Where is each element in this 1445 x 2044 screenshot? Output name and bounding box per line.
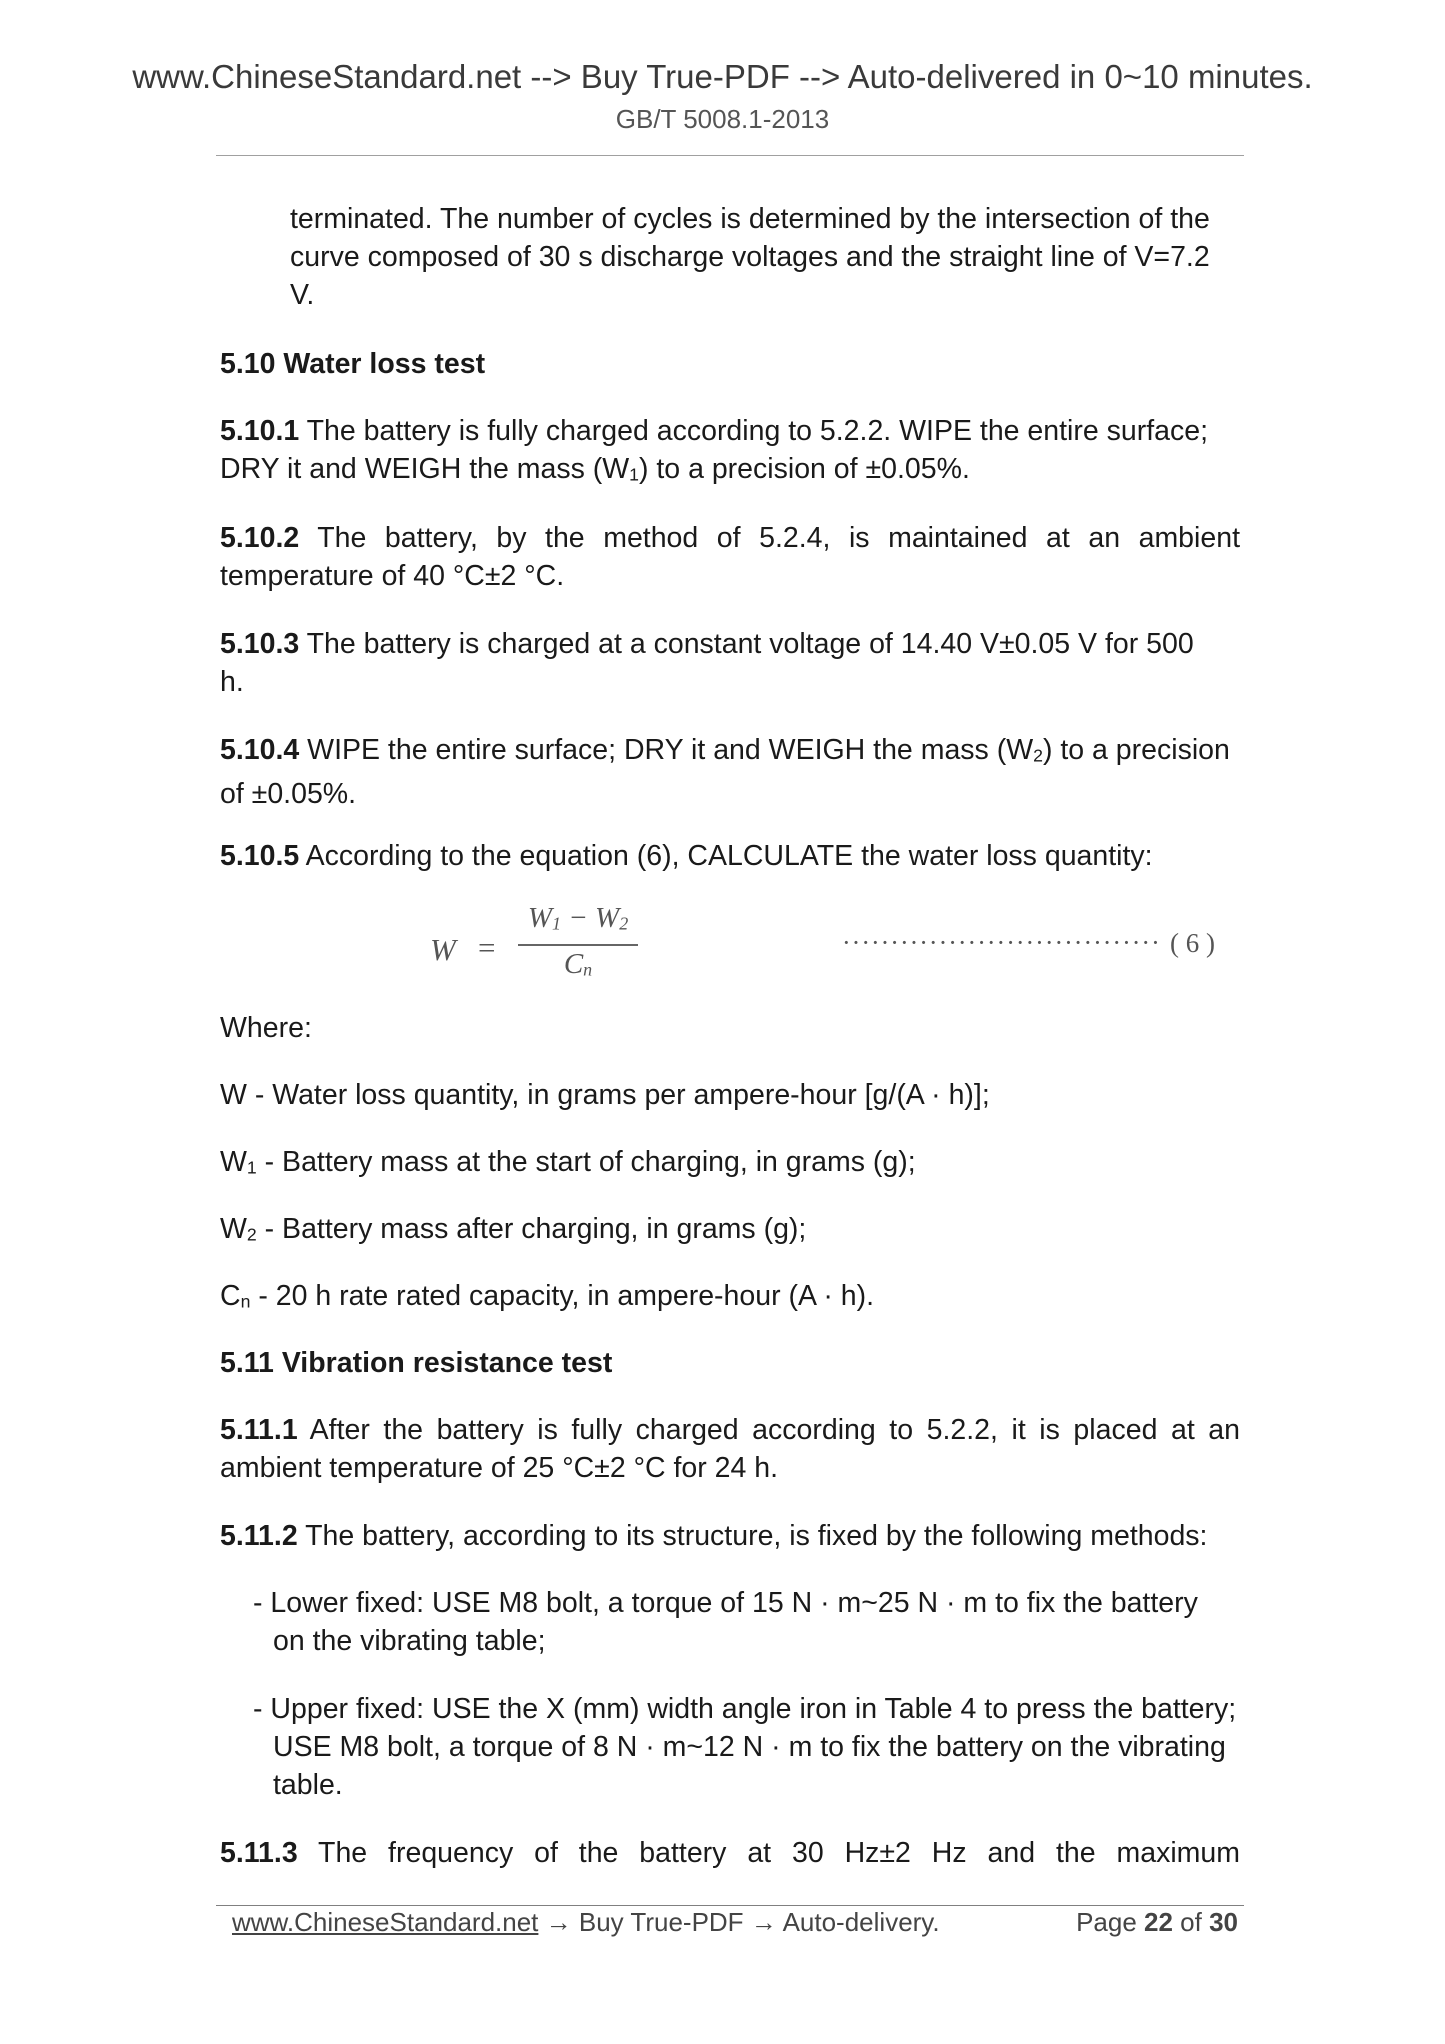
header-promo-line: www.ChineseStandard.net --> Buy True-PDF --> Auto-delivered in 0~10 minutes. <box>132 58 1313 95</box>
clause-text: WIPE the entire surface; DRY it and WEIGH the mass (W <box>299 734 1034 766</box>
clause-text: of ±0.05%. <box>220 777 357 810</box>
clause-number: 5.11.3 <box>220 1837 298 1869</box>
header-divider <box>216 155 1244 156</box>
equation-number: ( 6 ) <box>1170 928 1215 958</box>
bullet-text: USE M8 bolt, a torque of 8 N · m~12 N · m to fix the battery on the vibrating <box>273 1731 1226 1763</box>
clause-text: After the battery is fully charged according to 5.2.2, it is placed at an <box>297 1414 1240 1446</box>
section-heading-5-10: 5.10 Water loss test <box>220 348 486 380</box>
clause-5-10-4 <box>220 731 1240 813</box>
clause-number: 5.10.2 <box>220 522 300 554</box>
equation-equals: = <box>478 930 496 965</box>
clause-text: According to the equation (6), CALCULATE the water loss quantity: <box>299 840 1153 872</box>
clause-number: 5.11.2 <box>220 1520 298 1552</box>
bullet-upper-fixed <box>253 1690 1240 1804</box>
bullet-text: - Lower fixed: USE M8 bolt, a torque of 15 N · m~25 N · m to fix the battery <box>253 1587 1198 1619</box>
equation-leader-dots: ································· <box>842 928 1161 957</box>
text-line: terminated. The number of cycles is determined by the intersection of the <box>290 203 1210 235</box>
clause-number: 5.10.4 <box>220 734 300 766</box>
page-number: 22 <box>1144 1907 1173 1937</box>
equation-denominator: $C_n$ <box>563 948 593 980</box>
clause-text: ) to a precision of ±0.05%. <box>638 453 970 485</box>
subscript: 2 <box>1033 745 1043 766</box>
footer-divider <box>216 1905 1244 1906</box>
clause-number: 5.10.3 <box>220 628 300 660</box>
continuation-paragraph <box>290 200 1240 314</box>
clause-text: The battery is charged at a constant voltage of 14.40 V±0.05 V for 500 <box>299 628 1194 660</box>
clause-5-10-5 <box>220 837 1240 875</box>
clause-text: The frequency of the battery at 30 Hz±2 Hz and the maximum <box>297 1837 1240 1869</box>
clause-text: ambient temperature of 25 °C±2 °C for 24 h. <box>220 1452 779 1484</box>
bullet-text: on the vibrating table; <box>273 1625 546 1657</box>
clause-5-11-3 <box>220 1834 1240 1872</box>
definition-w: W - Water loss quantity, in grams per ampere-hour [g/(A · h)]; <box>220 1079 990 1111</box>
clause-number: 5.10.1 <box>220 415 300 447</box>
bullet-lower-fixed <box>253 1584 1240 1660</box>
bullet-text: table. <box>273 1769 343 1801</box>
clause-text: temperature of 40 °C±2 °C. <box>220 560 565 592</box>
clause-5-10-1 <box>220 412 1240 494</box>
text-line: V. <box>290 279 315 311</box>
standard-number: GB/T 5008.1-2013 <box>615 104 830 134</box>
clause-number: 5.10.5 <box>220 840 300 872</box>
clause-5-10-3 <box>220 625 1240 701</box>
section-heading-5-11: 5.11 Vibration resistance test <box>220 1347 613 1379</box>
clause-text: The battery, according to its structure, is fixed by the following methods: <box>297 1520 1208 1552</box>
definition-cn: $C_n - 20$ h rate rated capacity, in ampere-hour (A · h). <box>220 1280 875 1312</box>
total-pages: 30 <box>1209 1907 1238 1937</box>
subscript: 1 <box>629 464 639 485</box>
clause-text: DRY it and WEIGH the mass (W <box>220 453 630 485</box>
equation-lhs: W <box>430 932 456 967</box>
clause-number: 5.11.1 <box>220 1414 298 1446</box>
footer-site-link[interactable]: www.ChineseStandard.net <box>232 1907 539 1937</box>
clause-text: The battery is fully charged according to 5.2.2. WIPE the entire surface; <box>299 415 1209 447</box>
equation-6 <box>430 902 1250 992</box>
page-footer <box>232 1907 1238 1938</box>
clause-5-11-2 <box>220 1517 1240 1555</box>
bullet-text: - Upper fixed: USE the X (mm) width angle iron in Table 4 to press the battery; <box>253 1693 1237 1725</box>
fraction-bar <box>518 944 638 946</box>
definition-w2: $W_2$ - Battery mass after charging, in grams (g); <box>220 1213 807 1245</box>
where-label: Where: <box>220 1012 312 1044</box>
definition-w1: $W_1$ - Battery mass at the start of charging, in grams (g); <box>220 1146 916 1178</box>
text-line: curve composed of 30 s discharge voltages and the straight line of V=7.2 <box>290 241 1210 273</box>
clause-text: ) to a precision <box>1042 734 1230 766</box>
clause-text: h. <box>220 666 244 698</box>
clause-5-10-2 <box>220 519 1240 595</box>
clause-text: The battery, by the method of 5.2.4, is maintained at an ambient <box>299 522 1240 554</box>
equation-numerator: $W_1 - W_2$ <box>527 902 629 934</box>
page-counter: Page 22 of 30 <box>1076 1907 1238 1937</box>
clause-5-11-1 <box>220 1411 1240 1487</box>
footer-text: → Buy True-PDF → Auto-delivery. <box>538 1907 940 1937</box>
